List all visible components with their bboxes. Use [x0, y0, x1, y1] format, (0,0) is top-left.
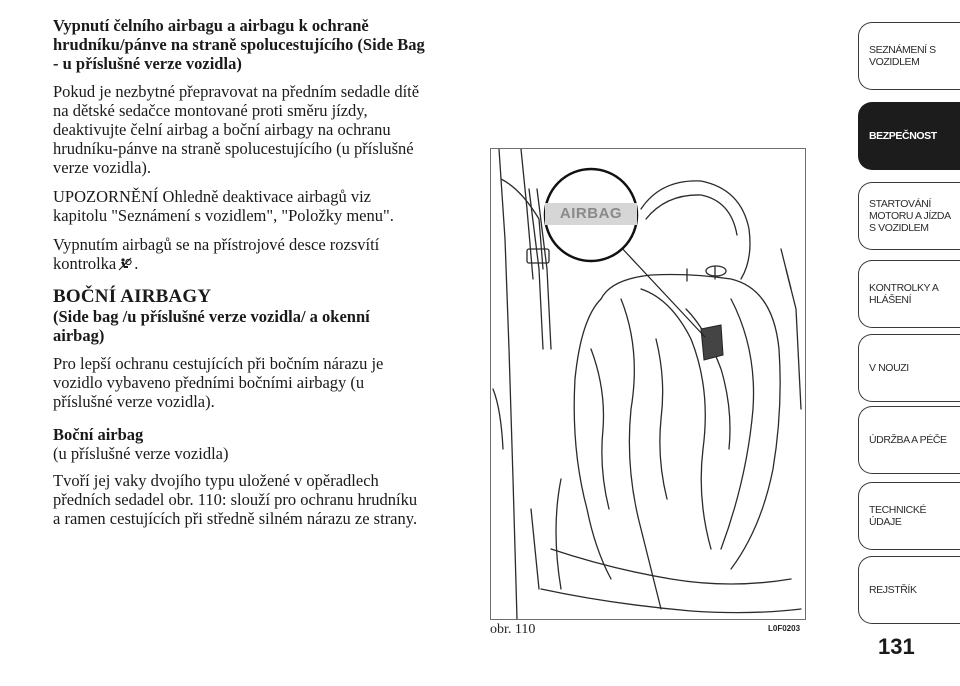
- main-text-column: [53, 16, 425, 538]
- tab-label: STARTOVÁNÍ MOTORU A JÍZDA S VOZIDLEM: [869, 198, 951, 234]
- tab-kontrolky-a-hlaseni[interactable]: [858, 260, 960, 328]
- side-airbag-heading: Boční airbag: [53, 425, 144, 444]
- tab-label: BEZPEČNOST: [869, 130, 937, 142]
- tab-label: V NOUZI: [869, 362, 909, 374]
- tab-rejstrik[interactable]: [858, 556, 960, 624]
- airbag-off-lamp-icon: [118, 256, 132, 270]
- tab-label: ÚDRŽBA A PÉČE: [869, 434, 947, 446]
- lamp-text: Vypnutím airbagů se na přístrojové desce rozsvítí kontrolka: [53, 235, 380, 273]
- side-airbags-subtitle: (Side bag /u příslušné verze vozidla/ a okenní airbag): [53, 307, 370, 345]
- lamp-text-end: .: [134, 254, 139, 273]
- paragraph-child-seat: Pokud je nezbytné přepravovat na předním sedadle dítě na dětské sedačce montované proti směru jízdy, deaktivujte čelní airbag a boční airbagy na ochranu hrudníku-pánve na straně spolucestujícího (u příslušné verze vozidla).: [53, 82, 420, 177]
- tab-label: REJSTŘÍK: [869, 584, 917, 596]
- airbag-deactivation-heading: Vypnutí čelního airbagu a airbagu k ochraně hrudníku/pánve na straně spolucestujícího (Side Bag - u příslušné verze vozidla): [53, 16, 425, 73]
- side-airbags-title: BOČNÍ AIRBAGY: [53, 286, 212, 307]
- paragraph-warning-lamp: [53, 235, 425, 273]
- tab-v-nouzi[interactable]: [858, 334, 960, 402]
- tab-startovani-motoru[interactable]: [858, 182, 960, 250]
- seat-airbag-illustration: [490, 148, 806, 620]
- page-number: 131: [878, 634, 915, 659]
- seat-drawing: [491, 149, 805, 619]
- chapter-sidebar: [858, 22, 960, 622]
- tab-udrzba-a-pece[interactable]: [858, 406, 960, 474]
- tab-label: SEZNÁMENÍ S VOZIDLEM: [869, 44, 936, 68]
- side-airbag-note: (u příslušné verze vozidla): [53, 444, 229, 463]
- tab-label: KONTROLKY A HLÁŠENÍ: [869, 282, 939, 306]
- figure-caption: obr. 110: [490, 622, 536, 637]
- airbag-label: AIRBAG: [559, 205, 623, 222]
- tab-seznameni-s-vozidlem[interactable]: [858, 22, 960, 90]
- paragraph-side-protection: Pro lepší ochranu cestujících při bočním nárazu je vozidlo vybaveno předními bočními airbagy (u příslušné verze vozidla).: [53, 354, 384, 411]
- paragraph-warning: UPOZORNĚNÍ Ohledně deaktivace airbagů viz kapitolu "Seznámení s vozidlem", "Položky menu".: [53, 187, 394, 225]
- tab-bezpecnost[interactable]: [858, 102, 960, 170]
- figure-code: L0F0203: [768, 624, 801, 633]
- tab-label: TECHNICKÉ ÚDAJE: [869, 504, 927, 528]
- tab-technicke-udaje[interactable]: [858, 482, 960, 550]
- paragraph-side-airbag-description: Tvoří jej vaky dvojího typu uložené v opěradlech předních sedadel obr. 110: slouží pro ochranu hrudníku a ramen cestujících při středně silném nárazu ze strany.: [53, 471, 418, 528]
